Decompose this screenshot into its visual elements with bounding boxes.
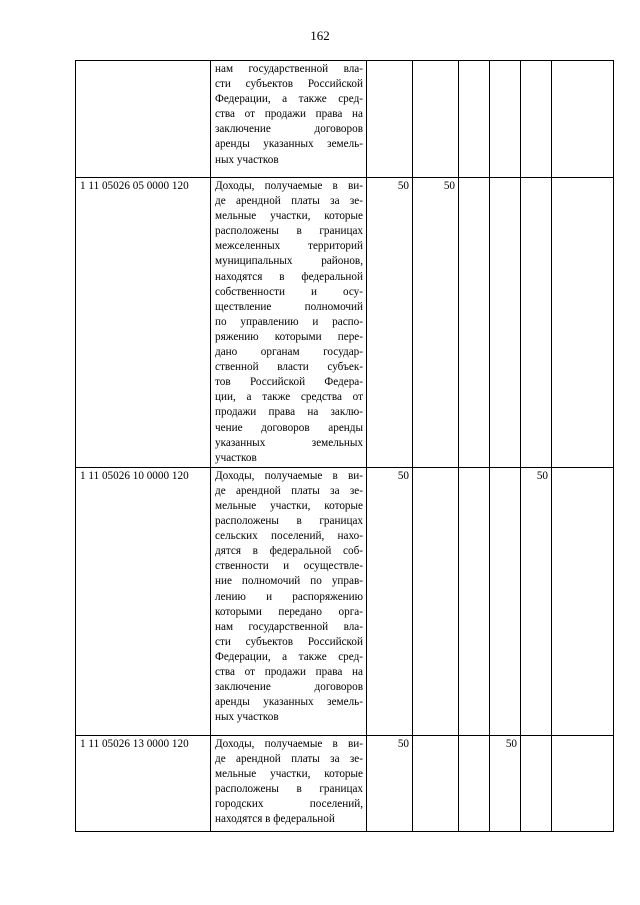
revenue-name-line: чение договоров аренды xyxy=(215,421,363,434)
revenue-code-cell xyxy=(76,61,211,178)
revenue-name-line: расположены в границах xyxy=(215,783,363,796)
value-cell xyxy=(521,61,552,178)
revenue-name-line: Доходы, получаемые в ви- xyxy=(215,469,363,482)
revenue-name-line: по управлению и распо- xyxy=(215,315,363,328)
revenue-name-line: ства от продажи права на xyxy=(215,108,363,121)
revenue-name-line: указанных земельных xyxy=(215,436,363,449)
value-cell: 50 xyxy=(367,178,413,468)
revenue-name-line: участков xyxy=(215,451,257,464)
revenue-name-line: ние полномочий по управ- xyxy=(215,575,363,588)
value-cell xyxy=(490,467,521,735)
revenue-name-line: мельные участки, которые xyxy=(215,499,363,512)
value-cell xyxy=(413,467,459,735)
table-row xyxy=(76,178,614,468)
budget-revenue-table xyxy=(75,60,614,832)
revenue-name-line: муниципальных районов, xyxy=(215,255,363,268)
revenue-name-line: заключение договоров xyxy=(215,123,363,136)
revenue-name-line: лению и распоряжению xyxy=(215,590,363,603)
revenue-name-line: заключение договоров xyxy=(215,681,363,694)
revenue-name-line: ственной власти субъек- xyxy=(215,361,363,374)
revenue-name-line: ряжению которыми пере- xyxy=(215,330,363,343)
revenue-name-line: сельских поселений, нахо- xyxy=(215,530,363,543)
revenue-code-cell: 1 11 05026 13 0000 120 xyxy=(76,735,211,831)
value-cell xyxy=(552,61,614,178)
value-cell xyxy=(490,61,521,178)
table-row xyxy=(76,735,614,831)
revenue-name-line: аренды указанных земель- xyxy=(215,138,363,151)
table-row xyxy=(76,61,614,178)
revenue-name-line: Доходы, получаемые в ви- xyxy=(215,737,363,750)
value-cell xyxy=(459,178,490,468)
revenue-name-line: Федерации, а также сред- xyxy=(215,93,363,106)
value-cell xyxy=(521,735,552,831)
value-cell xyxy=(367,61,413,178)
revenue-name-line: де арендной платы за зе- xyxy=(215,484,363,497)
revenue-name-cell xyxy=(211,467,367,735)
value-cell xyxy=(490,178,521,468)
revenue-name-cell xyxy=(211,61,367,178)
value-cell: 50 xyxy=(521,467,552,735)
revenue-name-line: находятся в федеральной xyxy=(215,813,335,826)
value-cell xyxy=(552,735,614,831)
revenue-name-line: ства от продажи права на xyxy=(215,666,363,678)
revenue-code-cell: 1 11 05026 10 0000 120 xyxy=(76,467,211,735)
value-cell xyxy=(552,178,614,468)
revenue-name-line: тов Российской Федера- xyxy=(215,376,363,389)
revenue-name-line: Доходы, получаемые в ви- xyxy=(215,180,363,192)
value-cell: 50 xyxy=(367,735,413,831)
value-cell xyxy=(521,178,552,468)
revenue-name-line: ных участков xyxy=(215,711,279,724)
revenue-name-line: де арендной платы за зе- xyxy=(215,752,363,765)
revenue-name-line: дятся в федеральной соб- xyxy=(215,545,363,558)
revenue-name-line: межселенных территорий xyxy=(215,240,363,253)
value-cell xyxy=(459,467,490,735)
table-row xyxy=(76,467,614,735)
revenue-name-cell xyxy=(211,178,367,468)
revenue-name-line: собственности и осу- xyxy=(215,285,363,298)
revenue-name-line: аренды указанных земель- xyxy=(215,696,363,709)
value-cell xyxy=(459,735,490,831)
revenue-name-line: расположены в границах xyxy=(215,225,363,238)
revenue-name-line: нам государственной вла- xyxy=(215,620,363,633)
revenue-name-line: нам государственной вла- xyxy=(215,63,363,75)
revenue-name-line: городских поселений, xyxy=(215,798,363,811)
revenue-name-line: дано органам государ- xyxy=(215,346,363,359)
revenue-name-line: ных участков xyxy=(215,153,279,166)
value-cell xyxy=(413,61,459,178)
revenue-name-line: ции, а также средства от xyxy=(215,391,363,404)
revenue-name-line: мельные участки, которые xyxy=(215,767,363,780)
revenue-name-line: сти субъектов Российской xyxy=(215,78,363,91)
page-number: 162 xyxy=(310,28,330,43)
revenue-name-line: мельные участки, которые xyxy=(215,210,363,223)
revenue-code-cell: 1 11 05026 05 0000 120 xyxy=(76,178,211,468)
value-cell: 50 xyxy=(367,467,413,735)
value-cell xyxy=(413,735,459,831)
revenue-name-line: сти субъектов Российской xyxy=(215,635,363,648)
value-cell: 50 xyxy=(490,735,521,831)
revenue-name-line: находятся в федеральной xyxy=(215,270,363,283)
revenue-name-line: которыми передано орга- xyxy=(215,605,363,618)
revenue-name-line: расположены в границах xyxy=(215,515,363,528)
revenue-name-line: продажи права на заклю- xyxy=(215,406,363,419)
value-cell xyxy=(459,61,490,178)
revenue-name-line: де арендной платы за зе- xyxy=(215,195,363,208)
revenue-name-line: ственности и осуществле- xyxy=(215,560,363,573)
revenue-name-cell xyxy=(211,735,367,831)
value-cell: 50 xyxy=(413,178,459,468)
revenue-name-line: ществление полномочий xyxy=(215,300,363,313)
value-cell xyxy=(552,467,614,735)
revenue-name-line: Федерации, а также сред- xyxy=(215,650,363,663)
